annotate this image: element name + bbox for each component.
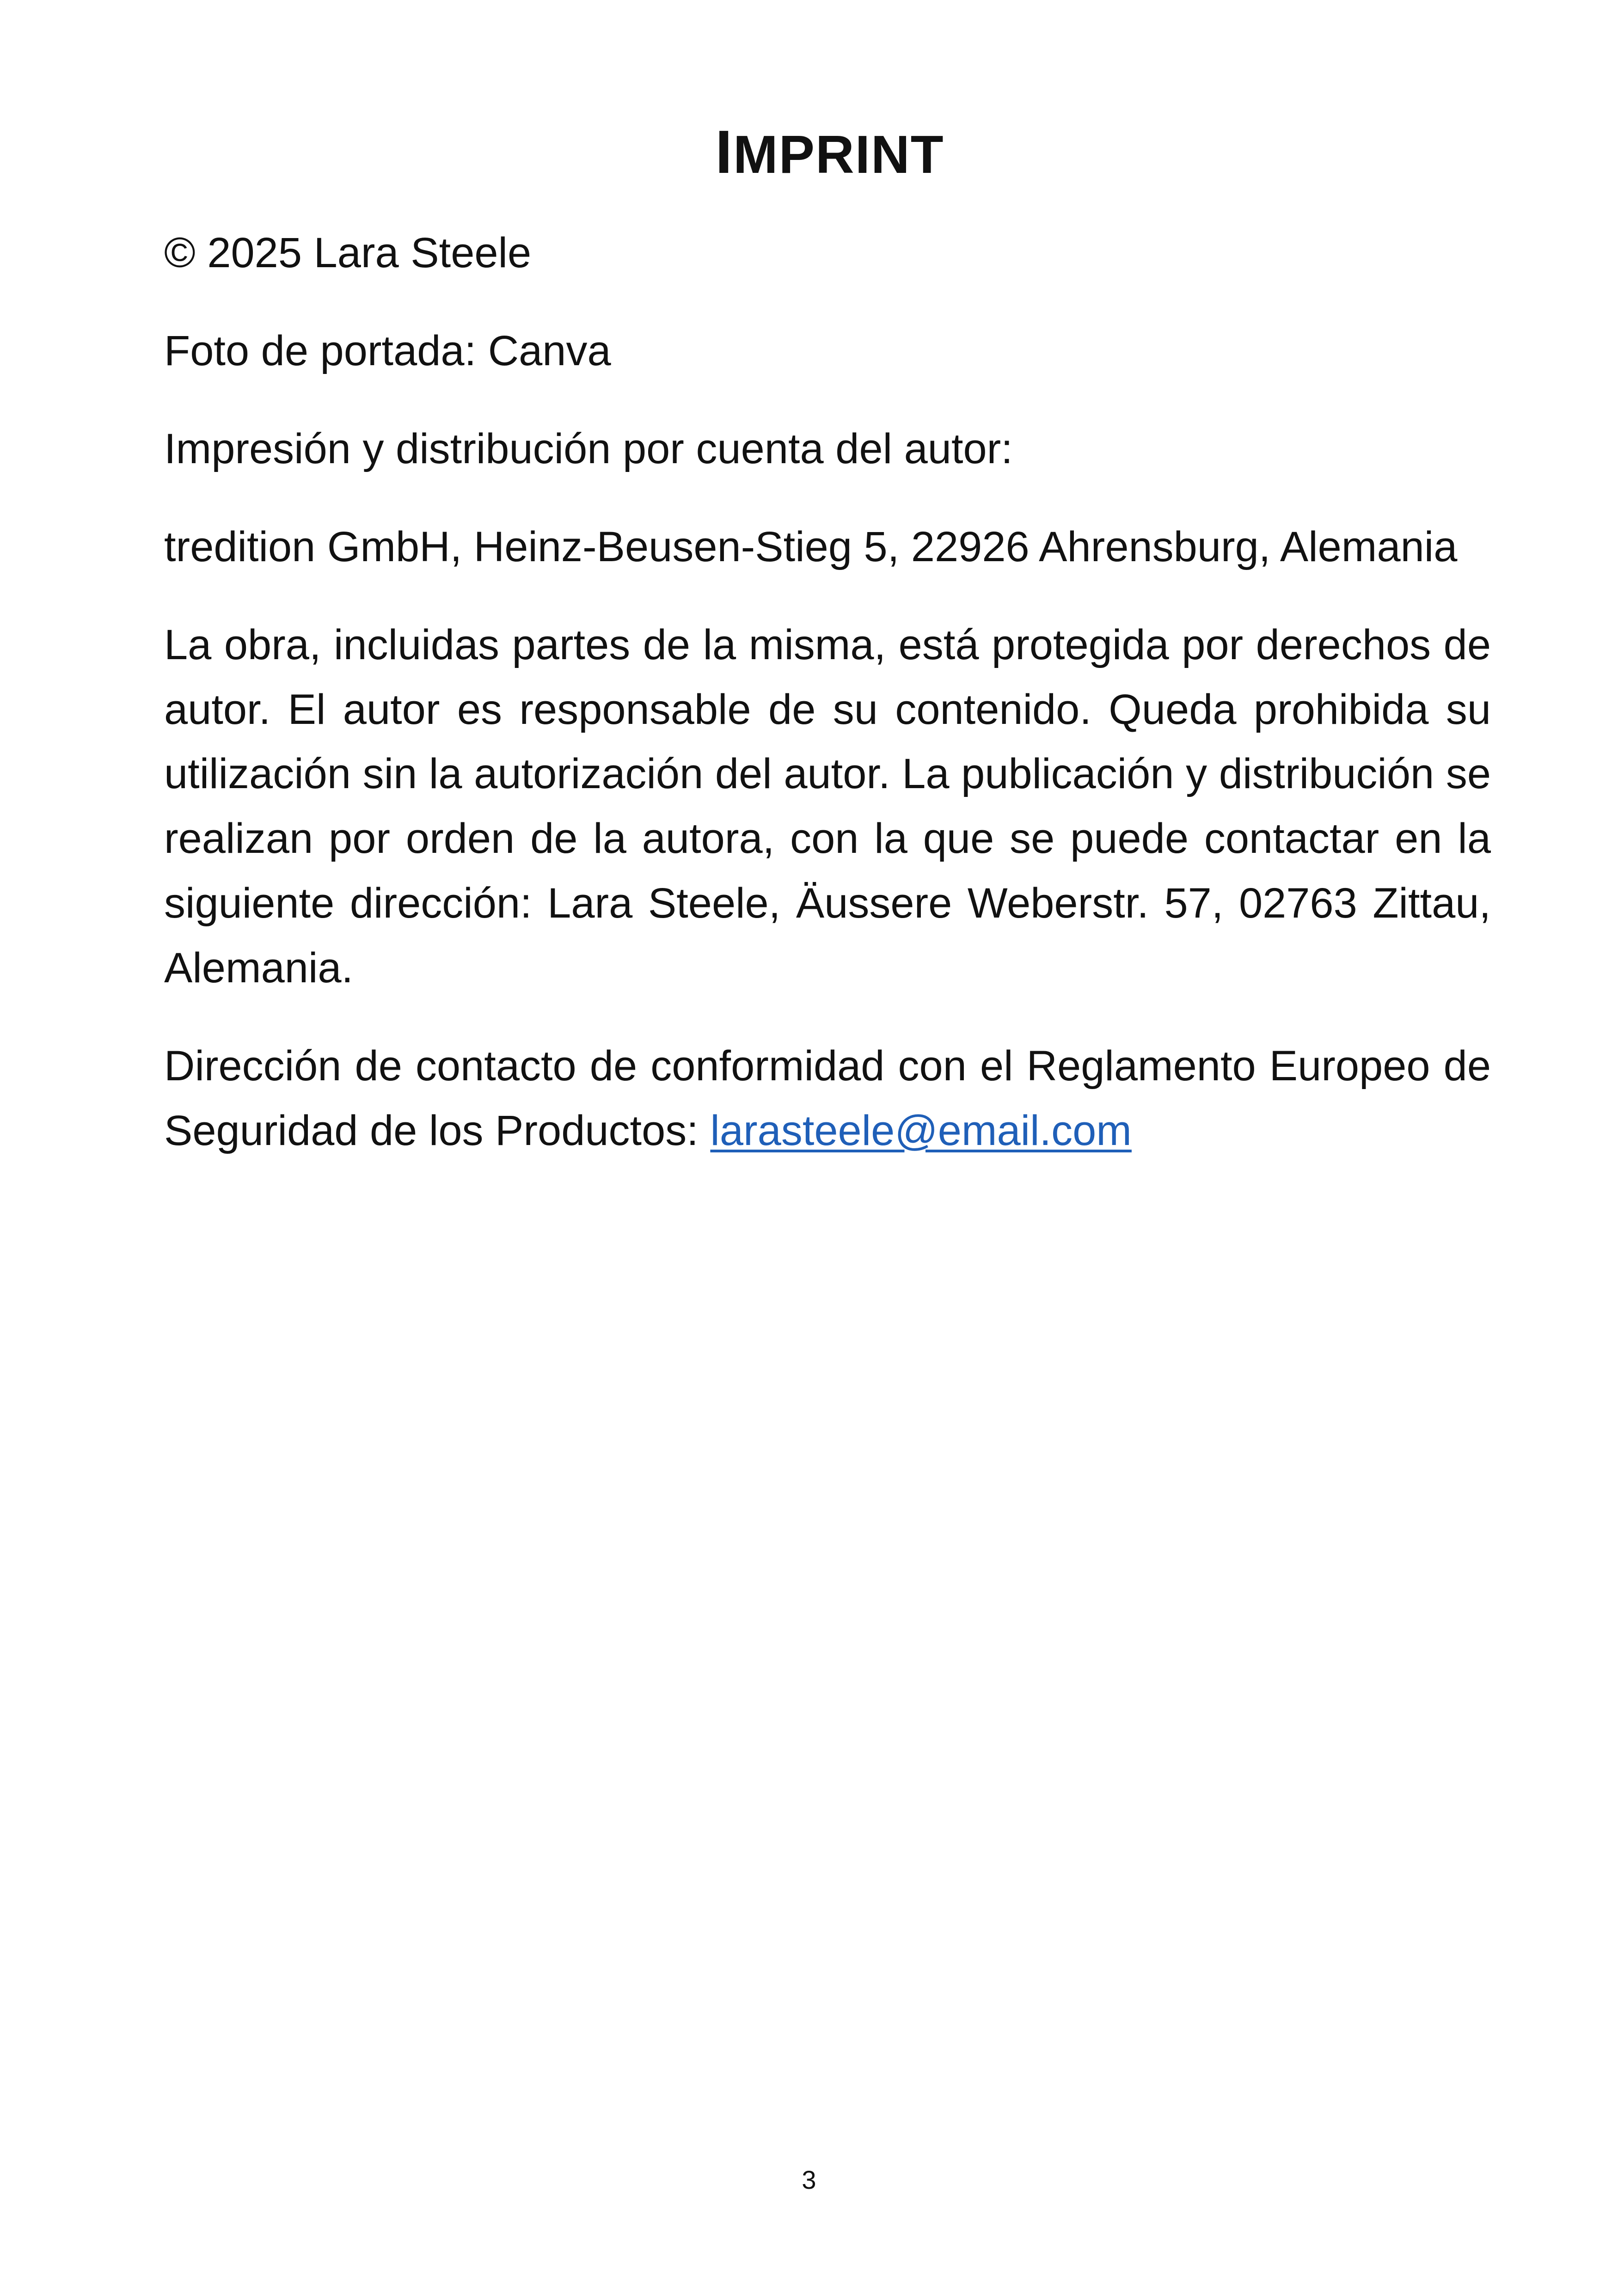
page-title-rest: MPRINT — [733, 124, 944, 184]
page-number: 3 — [802, 2165, 816, 2194]
copyright-paragraph: La obra, incluidas partes de la misma, está protegida por derechos de autor. El autor es responsable de su contenido. Queda prohibida su utilización sin la autorización del autor. La publicación y distribución se realizan por orden de la autora, con la que se puede contactar en la siguiente dirección: Lara Steele, Äussere Weberstr. 57, 02763 Zittau, Alemania. — [164, 621, 1491, 992]
contact-email-link[interactable]: larasteele@email.com — [710, 1107, 1132, 1154]
contact-prefix-text: Dirección de contacto de conformidad con el Reglamento Europeo de Seguridad de los Productos: — [164, 1042, 1491, 1154]
copyright-line: © 2025 Lara Steele — [164, 229, 532, 277]
cover-photo-credit: Foto de portada: Canva — [164, 327, 611, 375]
publisher-address: tredition GmbH, Heinz-Beusen-Stieg 5, 22926 Ahrensburg, Alemania — [164, 523, 1458, 570]
imprint-content — [164, 116, 1491, 1196]
page-title — [164, 116, 1038, 189]
print-distribution-line: Impresión y distribución por cuenta del autor: — [164, 425, 1013, 473]
contact-paragraph — [164, 1034, 1491, 1163]
page-title-first-letter: I — [715, 118, 734, 186]
